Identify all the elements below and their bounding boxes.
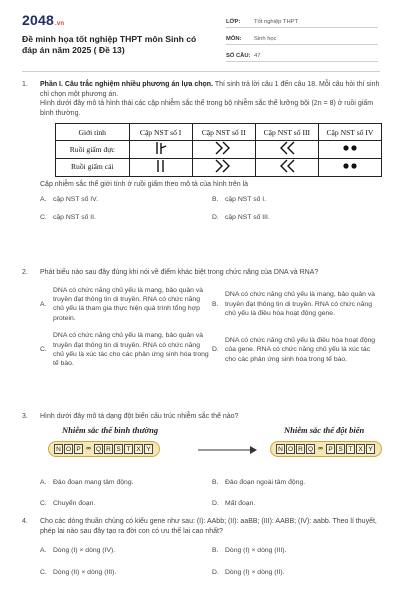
option-letter: C. <box>40 500 47 507</box>
option-letter: D. <box>212 213 219 221</box>
table-row <box>56 158 382 176</box>
question-2 <box>22 268 382 369</box>
meta-count <box>226 46 378 62</box>
question-3-stem: Hình dưới đây mô tả dạng đột biến cấu trúc nhiễm sắc thể nào? <box>40 413 239 420</box>
table-header: Cặp NST số I <box>129 124 192 141</box>
option-text: Chuyển đoạn. <box>53 500 96 507</box>
chromosome-pair-iv-female <box>318 158 381 176</box>
centromere-icon: ∞ <box>86 444 91 452</box>
gene-segment: P <box>326 444 335 454</box>
option-letter: A. <box>40 478 47 486</box>
part-heading: Phần I. Câu trắc nghiệm nhiều phương án lựa chọn. <box>40 81 214 88</box>
part-instructions: Thí sinh trả lời câu 1 đến câu 18. Mỗi câu hỏi thí sinh chỉ chọn một phương án. <box>40 81 380 98</box>
option-b[interactable] <box>212 286 382 324</box>
chromosome-pair-iv-male <box>318 141 381 159</box>
document-meta <box>226 12 378 63</box>
option-c[interactable] <box>40 213 210 222</box>
question-number: 4. <box>22 518 28 525</box>
mutant-chromosome-title: Nhiễm sắc thể đột biến <box>284 424 365 435</box>
gene-segment: N <box>276 444 285 454</box>
option-text: Dòng (I) × dòng (II). <box>225 568 285 576</box>
chromosome-pair-i-male <box>129 141 192 159</box>
option-letter: B. <box>212 547 219 555</box>
option-text: DNA có chức năng chủ yếu là điều hòa hoạt động của gene. RNA có chức năng chủ yếu là xúc tác cho các phản ứng sinh hóa trong tế bào. <box>225 336 376 363</box>
gene-segment: S <box>114 444 123 454</box>
question-4-stem: Cho các dòng thuần chủng có kiểu gene như sau: (I): AAbb; (II): aaBB; (III): AABB; (IV): aabb. Theo lí thuyết, phép lai nào sau đây tạo ra đời con có ưu thế lai cao nhất? <box>40 518 377 535</box>
meta-count-value: 47 <box>254 53 261 59</box>
option-d[interactable] <box>212 331 382 369</box>
meta-count-label: SỐ CÂU: <box>226 53 251 59</box>
chromosome-pair-ii-female <box>192 158 255 176</box>
gene-segment: Y <box>366 444 375 454</box>
option-c[interactable] <box>40 331 210 369</box>
question-4-options <box>40 546 382 577</box>
option-letter: A. <box>40 300 47 308</box>
gene-segment: T <box>346 444 355 454</box>
question-3-options <box>40 478 382 509</box>
option-text: DNA có chức năng chủ yếu là mang, bảo quản và truyền đạt thông tin di truyền. RNA có chức năng chủ yếu là tham gia thực hiện quá trình tổng hợp protein. <box>53 286 204 322</box>
gene-segment: Y <box>144 444 153 454</box>
gene-segment: O <box>65 445 72 453</box>
option-b[interactable] <box>212 195 382 204</box>
meta-subject-value[interactable]: Sinh học <box>254 36 277 42</box>
chromosome-pair-ii-male <box>192 141 255 159</box>
table-header: Giới tính <box>56 124 130 141</box>
option-d[interactable] <box>212 499 382 508</box>
gene-segment: R <box>104 444 113 454</box>
option-text: Dòng (II) × dòng (III). <box>53 568 117 576</box>
meta-subject-label: MÔN: <box>226 36 242 42</box>
meta-class-value[interactable]: Tốt nghiệp THPT <box>254 19 299 25</box>
option-text: Đảo đoạn ngoài tâm động. <box>225 478 306 486</box>
site-logo[interactable] <box>22 12 64 28</box>
gene-segment: S <box>336 444 345 454</box>
option-c[interactable] <box>40 568 210 577</box>
question-2-options <box>40 286 382 369</box>
option-a[interactable] <box>40 546 210 555</box>
option-letter: A. <box>40 196 47 204</box>
question-number: 2. <box>22 269 28 276</box>
option-c[interactable] <box>40 499 210 508</box>
meta-class <box>226 12 378 28</box>
chromosome-mutation-diagram <box>32 424 382 468</box>
option-text: cặp NST số I. <box>225 196 267 204</box>
centromere-icon: ∞ <box>318 444 323 452</box>
arrow-right-icon <box>198 445 258 455</box>
row-label-female: Ruồi giấm cái <box>56 158 130 176</box>
option-a[interactable] <box>40 195 210 204</box>
header-divider <box>22 71 380 72</box>
option-letter: C. <box>40 568 47 576</box>
option-b[interactable] <box>212 546 382 555</box>
chromosome-pair-iii-female <box>255 158 318 176</box>
question-1-intro <box>40 80 382 99</box>
chromosome-pair-iii-male <box>255 141 318 159</box>
chromosome-table <box>55 123 382 176</box>
option-letter: D. <box>212 500 219 507</box>
option-letter: D. <box>212 346 219 354</box>
meta-subject <box>226 29 378 45</box>
option-d[interactable] <box>212 213 382 222</box>
gene-segment: N <box>54 444 63 454</box>
option-letter: B. <box>212 478 219 486</box>
row-label-male: Ruồi giấm đực <box>56 141 130 159</box>
gene-segment: P <box>74 444 83 454</box>
question-1-stem: Hình dưới đây mô tả hình thái các cặp nhiễm sắc thể trong bộ nhiễm sắc thể lưỡng bội (2n = 8) ở ruồi giấm bình thường. <box>40 100 374 117</box>
option-letter: A. <box>40 547 47 555</box>
gene-segment: X <box>356 444 365 454</box>
question-1 <box>22 80 382 222</box>
question-1-prompt: Cặp nhiễm sắc thể giới tính ở ruồi giấm theo mô tả của hình trên là <box>40 180 249 188</box>
question-4 <box>22 517 382 577</box>
option-text: DNA có chức năng chủ yếu là mang, bảo quản và truyền đạt thông tin di truyền. RNA có chức năng chủ yếu là xúc tác cho các phản ứng sinh hóa trong tế bào. <box>53 332 209 368</box>
option-a[interactable] <box>40 478 210 487</box>
option-letter: C. <box>40 213 47 221</box>
option-letter: C. <box>40 346 47 354</box>
option-a[interactable] <box>40 286 210 324</box>
option-text: cặp NST số IV. <box>53 196 98 204</box>
option-text: Đảo đoạn mang tâm động. <box>53 478 134 486</box>
option-d[interactable] <box>212 568 382 577</box>
gene-segment: T <box>124 444 133 454</box>
option-text: Dòng (I) × dòng (III). <box>225 547 287 555</box>
table-header: Cặp NST số IV <box>318 124 381 141</box>
table-header-row <box>56 124 382 141</box>
gene-segment: R <box>296 444 305 454</box>
gene-segment: O <box>287 445 294 453</box>
table-row <box>56 141 382 159</box>
question-number: 3. <box>22 413 28 420</box>
option-letter: B. <box>212 196 219 204</box>
gene-segment: Q <box>307 445 314 453</box>
table-header: Cặp NST số III <box>255 124 318 141</box>
meta-class-label: LỚP: <box>226 19 241 25</box>
question-3 <box>22 412 382 508</box>
option-letter: B. <box>212 300 219 308</box>
mutant-chromosome <box>270 441 382 457</box>
gene-segment: X <box>134 444 143 454</box>
document-title: Đề minh họa tốt nghiệp THPT môn Sinh có đáp án năm 2025 ( Đề 13) <box>22 34 197 55</box>
table-header: Cặp NST số II <box>192 124 255 141</box>
normal-chromosome-title: Nhiễm sắc thể bình thường <box>62 424 159 435</box>
normal-chromosome <box>48 441 160 457</box>
option-b[interactable] <box>212 478 382 487</box>
option-letter: D. <box>212 568 219 576</box>
question-number: 1. <box>22 81 28 88</box>
logo-text: 2048 <box>22 12 54 28</box>
question-2-stem: Phát biểu nào sau đây đúng khi nói về điểm khác biệt trong chức năng của DNA và RNA? <box>40 269 319 276</box>
option-text: Dòng (I) × dòng (IV). <box>53 547 116 555</box>
option-text: Mất đoạn. <box>225 500 256 507</box>
option-text: DNA có chức năng chủ yếu là mang, bảo quản và truyền đạt thông tin di truyền. RNA có chức năng chủ yếu là điều hòa hoạt động gene. <box>225 291 376 318</box>
option-text: cặp NST số III. <box>225 213 270 221</box>
chromosome-pair-i-female <box>129 158 192 176</box>
logo-suffix: .vn <box>54 21 65 27</box>
option-text: cặp NST số II. <box>53 213 96 221</box>
gene-segment: Q <box>95 445 102 453</box>
question-1-options <box>40 195 382 222</box>
